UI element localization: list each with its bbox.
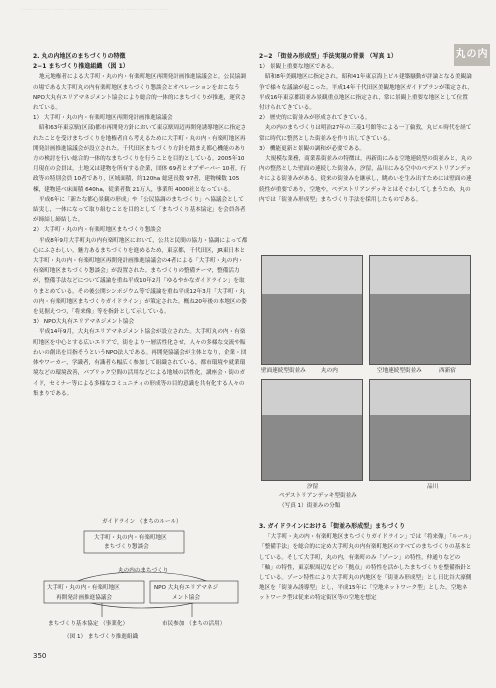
subsection-heading: 2−1 まちづくり推進組織 （図 1） [33, 63, 129, 71]
organization-diagram [42, 515, 252, 645]
subsection-heading: 2−2 「街並み形成型」手法実現の背景 （写真 1） [259, 53, 397, 60]
photo-caption: 空地連続型街並み [377, 368, 422, 374]
npo-label: NPO 大丸有エリアマネジ [154, 585, 219, 591]
photo-caption: 丸の内 [321, 368, 338, 374]
guideline-label: ガイドライン （まちのルール） [102, 519, 182, 525]
running-head-tab: 丸の内 [454, 44, 490, 66]
shimin-label: 市民参加 （まちの活用） [162, 621, 226, 627]
paragraph: 昭和63年東京駅(区部)都市再開発方針において東京駅周辺再開発誘導地区に指定されたことを受けまちづくりを地権者自ら考えるために大手町・丸の内・有楽町地区再開発計画推進協議会が設立された。千代田区まちづくり方針を踏まえ都心機能のあり方の検討を行い総合的一体的なまちづくりを行うことを目的としている。2005年10月現在の会員は，土地又は建物を所有する企業，団体 69者とオブザーバー 10者，行政等の特別会員 10者であり，区域面積，約120ha 総延長数 97者，建物棟数 105棟，建物延べ床面積 640ha，従業者数 21万人，事業所 4000社となっている。 [33, 125, 247, 193]
section-heading: 3. ガイドラインにおける「街並み形成型」まちづくり [259, 523, 406, 530]
kondankai-label: 大手町・丸の内・有楽町地区 [94, 535, 167, 541]
photo-caption: 西新宿 [439, 368, 456, 374]
photo-caption: 品川 [427, 484, 439, 490]
photo-shiodome [261, 379, 363, 481]
page-number: 350 [33, 652, 47, 660]
section-heading: 2. 丸の内地区のまちづくりの特徴 [33, 53, 126, 60]
npo-label: メント協会 [172, 595, 200, 601]
photo-marunouchi [261, 255, 363, 365]
photo-caption: 壁面連続型街並み [261, 368, 306, 374]
paragraph: 昭和8年美観地区に指定され，昭和41年東京海上ビル建築騒動が評論となる美観論争で様々な議論が起こった。平成14年千代田区美観地地区ガイドプランが策定され，平成16年東京都街並み景観重点地区に指定され，常に景観上重要な地区として位置付けられてきている。 [259, 74, 473, 112]
kyogikai-label: 大手町・丸の内・有楽町地区 [47, 585, 120, 591]
paragraph: 地元地権者による大手町・丸の内・有楽町地区再開発計画推進協議会と，公民協調の場である大手町丸の内有楽町地区まちづくり懇談会とオペレーションをおこなうNPO大丸有エリアマネジメント協会により総合的一体的にまちづくりが推進，運営されている。 [33, 74, 247, 112]
item-heading: 2） 大手町・丸の内・有楽町地区まちづくり懇談会 [33, 227, 162, 234]
item-heading: 1） 景観上重要な地区である。 [259, 64, 338, 71]
paragraph: 丸の内のまちづくりは明治27年の三菱1号館等による一丁倫敦，丸ビル時代を経て常に時代に整然とした街並みを作り出してきている。 [259, 125, 472, 142]
right-column [259, 52, 473, 205]
item-heading: 3） NPO大丸有エリアマネジメント協会 [33, 319, 135, 326]
kihon-label: まちづくり基本協定 （事業化） [48, 621, 129, 627]
paragraph: 大規模な業務，商業系街並みの特徴は，再新街にみる空地連続型の街並みと，丸の内の整然とした壁面の連続した街並み，汐留，品川にみる空中のペデストリアンデッキによる街並みがある。従来の街並みを継承し，眺めいを生み出すためには壁面の連続性が重要であり，空地や，ペデストリアンデッキとはそぐわしてしまうため，丸の内では「街並み形成型」まちづくり手法を採用したものである。 [259, 156, 472, 203]
item-heading: 2） 歴史的に街並みが形成されてきている。 [259, 115, 371, 122]
figure-caption: （図 1） まちづくり推進組織 [64, 634, 139, 640]
paragraph: 平成6年に「新たな都心景観の形成」や「公民協調のまちづくり」へ協議会として結実し，一体になって取り組むことを目的として「まちづくり基本協定」を会員各者が締結し締結した。 [33, 196, 246, 224]
photo-grid [259, 255, 473, 510]
item-heading: 3） 機能更新と景観の調和が必要である。 [259, 145, 366, 152]
photo-nishishinjuku [369, 255, 471, 365]
kondankai-label: まちづくり懇談会 [104, 544, 149, 550]
kyogikai-label: 再開発計画推進協議会 [56, 595, 112, 601]
photo-caption: ペデストリアンデッキ型街並み [279, 493, 357, 499]
paragraph: 平成14年9月，大丸有エリアマネジメント協会が設立された。大手町丸の内・有楽町地区を中心とする広いエリアで，街をより一層活性化させ，人々の多様な交流や賑わいの創出を目指そうというNPO法人である。再開発協議会が主体となり，企業・団体やワーカー，学識者，有識者ら幅広く参加して組織されている。都市環境や就業環境などの環境改善，パブリック空間の活用などによる地域の活性化，講座会・街のガイド，セミナー等による多様なコミュニティの形成等の目的意識を共有化する人々の集まりである。 [33, 329, 247, 397]
paragraph: 平成8年9月大手町丸の内有楽町地区において，公共と民間の協力・協調によって都心にふさわしい，魅力あるまちづくりを進めるため，東京都，千代田区，JR東日本と大手町・丸の内・有楽町地区再開発計画推進協議会の4者による「大手町・丸の内・有楽町地区まちづくり懇談会」が設置された。まちづくりの整備テーマ，整備活力が，整備手法などについて議論を重ね平成10年2月「ゆるやかなガイドライン」を取りまとめている。その後公開シンポジウム等で議論を重ね平成12年3月「大手町・丸の内・有楽町地区まちづくりガイドライン」が策定された。概ね20年後の本地区の姿を見据えつつ，「将来像」等を指針として示している。 [33, 237, 248, 316]
photo-caption-main: （写真 1）街並みの分類 [279, 503, 341, 509]
center-label: 丸の内のまちづくり [118, 568, 169, 574]
item-heading: 1） 大手町・丸の内・有楽町地区再開発計画推進協議会 [33, 115, 173, 122]
photo-shinagawa [369, 379, 471, 481]
ghost-header: ………… ……… ……… …………… ………… …………… ……… ………… ……… [22, 6, 169, 11]
photo-caption: 汐留 [307, 484, 319, 490]
right-column-lower [259, 522, 473, 604]
paragraph: 「大手町・丸の内・有楽町地区まちづくりガイドライン」では「将来像」「ルール」「整備手法」を総合的に定め大手町丸の内有楽町地区のすべてのまちづくりの基本としている。そして大手町，丸の内，有楽町のみ「ゾーン」の特性，仲通りなどの「軸」の特性，東京駅周辺などの「拠点」の特性を活かしたまちづくりを整備指針としている。ゾーン特性により大手町丸の内地区を「街並み形成型」とし日比谷大濠側地区を「街並み誘導型」とし，平成15年に「空地ネットワーク型」とした。空地ネットワーク型は従来の特定街区等の空地を想定 [259, 534, 472, 602]
left-column [33, 52, 248, 399]
